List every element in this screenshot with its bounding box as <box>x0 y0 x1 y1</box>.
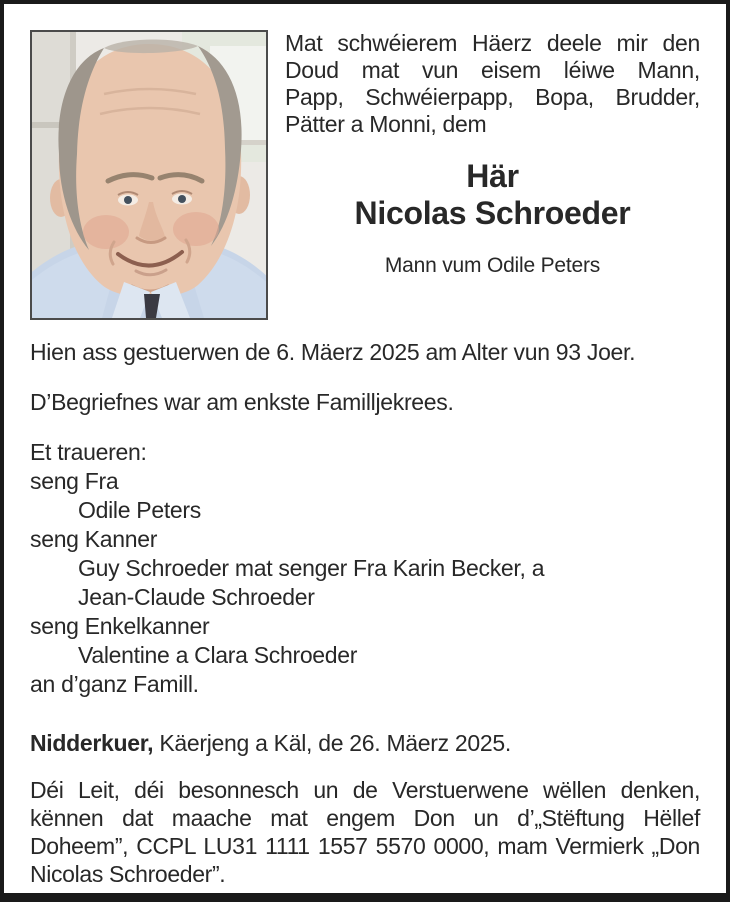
donation-line: Nicolas Schroeder”. <box>30 861 226 887</box>
mourner-row: Guy Schroeder mat senger Fra Karin Becker, a <box>78 555 545 581</box>
mourner-row: seng Fra <box>30 468 119 494</box>
mourner-row: Jean-Claude Schroeder <box>78 584 315 610</box>
intro-line: Doud mat vun eisem léiwe Mann, <box>285 57 700 83</box>
portrait-illustration <box>32 32 266 318</box>
donation-paragraph <box>30 776 700 888</box>
mourner-row: seng Enkelkanner <box>30 613 210 639</box>
portrait-photo <box>30 30 268 320</box>
deceased-name: Nicolas Schroeder <box>354 195 631 231</box>
title-salutation: Här <box>466 158 519 194</box>
notice-body <box>30 338 700 888</box>
donation-line: kënnen dat maache mat engem Don un d’„Stëftung Hëllef <box>30 805 700 831</box>
mourners-heading: Et traueren: <box>30 439 147 465</box>
intro-paragraph <box>285 30 700 138</box>
funeral-line: D’Begriefnes war am enkste Familljekrees. <box>30 389 454 415</box>
header-text-column <box>285 30 700 278</box>
mourner-row: Odile Peters <box>78 497 201 523</box>
deceased-name-title <box>285 158 700 232</box>
intro-line: Papp, Schwéierpapp, Bopa, Brudder, <box>285 84 700 110</box>
place-date-line <box>30 729 700 758</box>
place-name: Nidderkuer, <box>30 730 154 756</box>
mourner-row: seng Kanner <box>30 526 158 552</box>
death-date-line: Hien ass gestuerwen de 6. Mäerz 2025 am Alter vun 93 Joer. <box>30 339 636 365</box>
place-date-rest: Käerjeng a Käl, de 26. Mäerz 2025. <box>153 730 511 756</box>
mourner-row: an d’ganz Famill. <box>30 671 199 697</box>
donation-line: Doheem”, CCPL LU31 1111 1557 5570 0000, mam Vermierk „Don <box>30 833 700 859</box>
relation-subtitle: Mann vum Odile Peters <box>384 254 601 277</box>
intro-line: Pätter a Monni, dem <box>285 111 487 137</box>
donation-line: Déi Leit, déi besonnesch un de Verstuerwene wëllen denken, <box>30 777 700 803</box>
mourners-list <box>30 467 700 699</box>
intro-line: Mat schwéierem Häerz deele mir den <box>285 30 700 56</box>
mourner-row: Valentine a Clara Schroeder <box>78 642 358 668</box>
notice-header <box>30 30 700 320</box>
